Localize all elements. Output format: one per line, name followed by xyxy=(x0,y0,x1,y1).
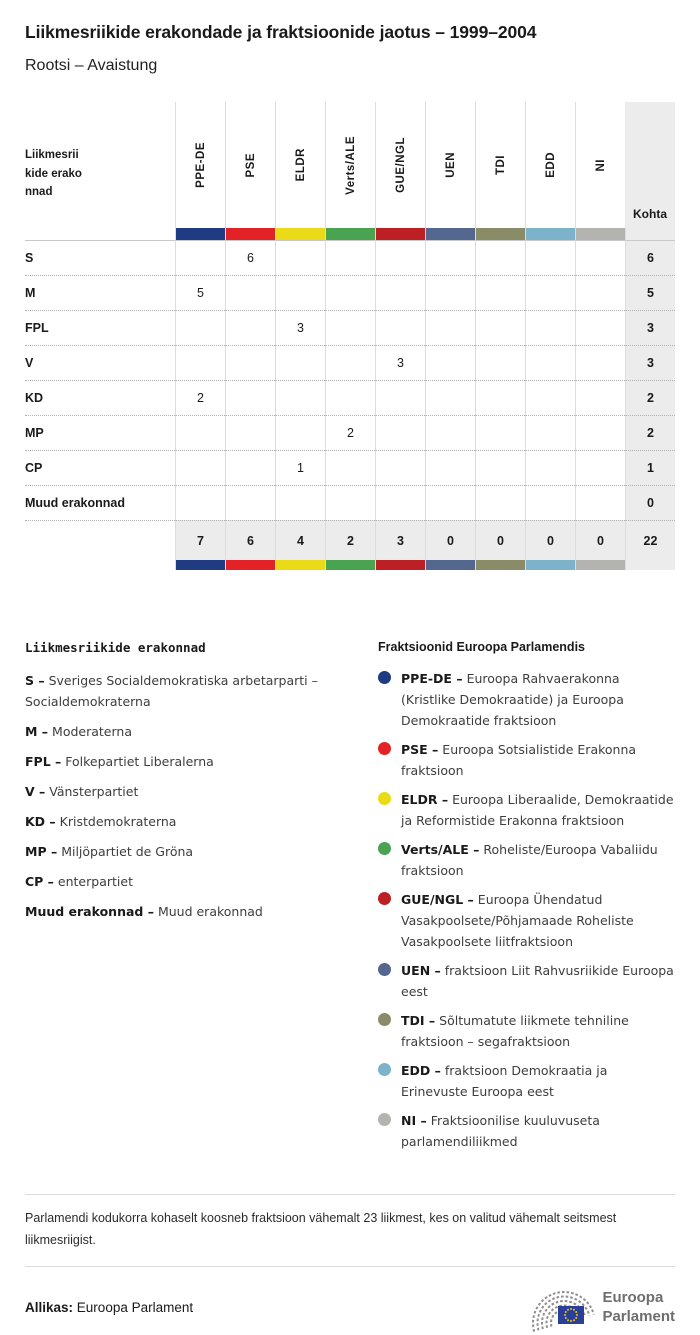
grand-total: 22 xyxy=(625,520,675,560)
column-header-eldr xyxy=(275,102,325,228)
table-cell xyxy=(425,485,475,520)
row-total: 1 xyxy=(625,450,675,485)
row-label: V xyxy=(25,345,175,380)
color-bar-spacer xyxy=(25,228,175,240)
color-bar xyxy=(426,228,475,240)
table-cell xyxy=(175,240,225,275)
group-color-dot xyxy=(378,1013,391,1026)
table-cell xyxy=(475,345,525,380)
legend-parties xyxy=(25,640,363,1160)
color-bar xyxy=(576,560,625,570)
column-total: 7 xyxy=(175,520,225,560)
row-label: S xyxy=(25,240,175,275)
table-cell xyxy=(575,345,625,380)
table-cell xyxy=(225,345,275,380)
legend-item: CP – enterpartiet xyxy=(25,874,133,889)
table-cell xyxy=(575,415,625,450)
legend-groups xyxy=(378,640,675,1160)
kohta-label: Kohta xyxy=(633,207,667,221)
legend-item: EDD – fraktsioon Demokraatia ja Erinevuste Euroopa eest xyxy=(378,1060,675,1102)
table-cell xyxy=(325,485,375,520)
table-cell xyxy=(575,485,625,520)
table-cell xyxy=(425,240,475,275)
table-cell xyxy=(225,415,275,450)
group-color-dot xyxy=(378,892,391,905)
table-cell xyxy=(325,240,375,275)
table-cell xyxy=(375,415,425,450)
row-label: FPL xyxy=(25,310,175,345)
source-text xyxy=(25,1300,193,1315)
legend-item: V – Vänsterpartiet xyxy=(25,784,139,799)
column-header-verts-ale xyxy=(325,102,375,228)
table-cell xyxy=(425,380,475,415)
color-bar xyxy=(226,228,275,240)
column-total: 3 xyxy=(375,520,425,560)
table-cell xyxy=(175,310,225,345)
row-label: Muud erakonnad xyxy=(25,485,175,520)
row-label: M xyxy=(25,275,175,310)
color-bar-ppe-de xyxy=(175,228,225,240)
table-cell xyxy=(475,240,525,275)
color-bar xyxy=(326,228,375,240)
color-bar xyxy=(526,228,575,240)
table-cell xyxy=(425,310,475,345)
color-bar xyxy=(276,228,325,240)
distribution-table xyxy=(25,102,675,570)
legend-item: TDI – Sõltumatute liikmete tehniline fraktsioon – segafraktsioon xyxy=(378,1010,675,1052)
color-bar-kohta-spacer xyxy=(625,560,675,570)
footnote-section xyxy=(25,1194,675,1267)
color-bar xyxy=(376,560,425,570)
eu-flag-icon xyxy=(558,1306,584,1324)
color-bar-ppe-de xyxy=(175,560,225,570)
legend-item: Muud erakonnad – Muud erakonnad xyxy=(25,904,263,919)
table-cell xyxy=(525,240,575,275)
column-total: 4 xyxy=(275,520,325,560)
row-label: KD xyxy=(25,380,175,415)
column-total: 6 xyxy=(225,520,275,560)
page-title: Liikmesriikide erakondade ja fraktsioonide jaotus – 1999–2004 xyxy=(25,22,537,42)
column-header-label: PPE-DE xyxy=(194,142,207,188)
row-total: 3 xyxy=(625,310,675,345)
row-label: MP xyxy=(25,415,175,450)
table-cell xyxy=(275,415,325,450)
table-cell xyxy=(425,345,475,380)
table-cell xyxy=(225,450,275,485)
table-cell xyxy=(375,485,425,520)
table-cell xyxy=(175,485,225,520)
table-cell xyxy=(475,485,525,520)
row-label: CP xyxy=(25,450,175,485)
table-cell xyxy=(225,310,275,345)
table-cell xyxy=(525,275,575,310)
row-total: 5 xyxy=(625,275,675,310)
column-header-label: Verts/ALE xyxy=(344,135,357,195)
color-bar xyxy=(476,228,525,240)
table-cell xyxy=(325,345,375,380)
table-cell xyxy=(475,450,525,485)
legend-section xyxy=(25,640,675,1160)
color-bar-edd xyxy=(525,560,575,570)
table-cell: 5 xyxy=(175,275,225,310)
legend-item: UEN – fraktsioon Liit Rahvusriikide Euroopa eest xyxy=(378,960,675,1002)
column-header-label: EDD xyxy=(544,152,557,178)
column-header-ppe-de xyxy=(175,102,225,228)
table-cell: 2 xyxy=(175,380,225,415)
table-cell: 2 xyxy=(325,415,375,450)
color-bar-verts-ale xyxy=(325,560,375,570)
group-color-dot xyxy=(378,963,391,976)
color-bar-gue-ngl xyxy=(375,560,425,570)
table-cell xyxy=(575,240,625,275)
legend-item: ELDR – Euroopa Liberaalide, Demokraatide ja Reformistide Erakonna fraktsioon xyxy=(378,789,675,831)
column-header-label: NI xyxy=(594,158,607,172)
page-subtitle: Rootsi – Avaistung xyxy=(25,57,158,74)
totals-row-spacer xyxy=(25,520,175,555)
row-total: 0 xyxy=(625,485,675,520)
table-cell xyxy=(475,310,525,345)
color-bar xyxy=(326,560,375,570)
table-cell xyxy=(375,240,425,275)
table-cell: 3 xyxy=(375,345,425,380)
table-corner-label: Liikmesriikide erakonnad xyxy=(25,149,82,198)
table-cell xyxy=(525,310,575,345)
legend-item: GUE/NGL – Euroopa Ühendatud Vasakpoolsete/Põhjamaade Roheliste Vasakpoolsete liitfraktsioon xyxy=(378,889,675,952)
row-total: 3 xyxy=(625,345,675,380)
column-header-label: ELDR xyxy=(294,148,307,182)
color-bar-uen xyxy=(425,560,475,570)
group-color-dot xyxy=(378,1063,391,1076)
color-bar xyxy=(526,560,575,570)
color-bar xyxy=(176,560,225,570)
source-label: Allikas: xyxy=(25,1299,74,1315)
color-bar-eldr xyxy=(275,228,325,240)
legend-item: Verts/ALE – Roheliste/Euroopa Vabaliidu fraktsioon xyxy=(378,839,675,881)
table-cell xyxy=(575,310,625,345)
color-bar xyxy=(226,560,275,570)
table-cell xyxy=(325,275,375,310)
group-color-dot xyxy=(378,742,391,755)
table-cell: 1 xyxy=(275,450,325,485)
table-cell xyxy=(225,380,275,415)
column-header-ni xyxy=(575,102,625,228)
color-bar-verts-ale xyxy=(325,228,375,240)
group-color-dot xyxy=(378,1113,391,1126)
table-cell xyxy=(425,275,475,310)
row-total: 6 xyxy=(625,240,675,275)
legend-item: MP – Miljöpartiet de Gröna xyxy=(25,844,194,859)
color-bar-spacer xyxy=(25,560,175,570)
table-cell xyxy=(325,380,375,415)
table-cell xyxy=(575,380,625,415)
color-bar-gue-ngl xyxy=(375,228,425,240)
table-cell xyxy=(375,450,425,485)
column-header-label: GUE/NGL xyxy=(394,137,407,193)
table-cell xyxy=(425,450,475,485)
eu-parliament-logo xyxy=(532,1279,675,1335)
table-cell xyxy=(525,415,575,450)
color-bar xyxy=(476,560,525,570)
color-bar xyxy=(376,228,425,240)
column-header-label: PSE xyxy=(244,152,257,178)
column-total: 0 xyxy=(575,520,625,560)
hemicycle-icon xyxy=(532,1279,596,1335)
legend-parties-heading: Liikmesriikide erakonnad xyxy=(25,640,206,655)
logo-text: Euroopa Parlament xyxy=(602,1289,675,1325)
color-bar-ni xyxy=(575,560,625,570)
legend-groups-heading: Fraktsioonid Euroopa Parlamendis xyxy=(378,640,585,654)
table-cell xyxy=(375,275,425,310)
table-cell xyxy=(525,380,575,415)
footnote-text: Parlamendi kodukorra kohaselt koosneb fraktsioon vähemalt 23 liikmest, kes on valitud vähemalt seitsmest liikmesriigist. xyxy=(25,1211,617,1247)
legend-item: NI – Fraktsioonilise kuuluvuseta parlamendiliikmed xyxy=(378,1110,675,1152)
column-total: 0 xyxy=(475,520,525,560)
table-cell xyxy=(225,275,275,310)
legend-item: PPE-DE – Euroopa Rahvaerakonna (Kristlike Demokraatide) ja Euroopa Demokraatide fraktsioon xyxy=(378,668,675,731)
table-cell xyxy=(175,450,225,485)
column-header-pse xyxy=(225,102,275,228)
color-bar-pse xyxy=(225,228,275,240)
table-cell xyxy=(175,415,225,450)
table-cell xyxy=(375,310,425,345)
legend-item: M – Moderaterna xyxy=(25,724,132,739)
color-bar xyxy=(426,560,475,570)
color-bar xyxy=(276,560,325,570)
table-cell xyxy=(525,450,575,485)
table-cell: 3 xyxy=(275,310,325,345)
color-bar-eldr xyxy=(275,560,325,570)
table-cell xyxy=(325,310,375,345)
color-bar xyxy=(176,228,225,240)
group-color-dot xyxy=(378,671,391,684)
column-header-label: UEN xyxy=(444,152,457,178)
table-cell: 6 xyxy=(225,240,275,275)
column-header-uen xyxy=(425,102,475,228)
column-header-gue-ngl xyxy=(375,102,425,228)
legend-item: S – Sveriges Socialdemokratiska arbetarparti – Socialdemokraterna xyxy=(25,673,318,709)
row-total: 2 xyxy=(625,415,675,450)
table-cell xyxy=(275,240,325,275)
table-cell xyxy=(475,415,525,450)
color-bar-tdi xyxy=(475,228,525,240)
table-cell xyxy=(525,345,575,380)
table-cell xyxy=(475,275,525,310)
table-cell xyxy=(475,380,525,415)
table-cell xyxy=(275,275,325,310)
column-total: 0 xyxy=(425,520,475,560)
color-bar-kohta-spacer xyxy=(625,228,675,240)
table-cell xyxy=(525,485,575,520)
table-cell xyxy=(575,450,625,485)
legend-item: KD – Kristdemokraterna xyxy=(25,814,177,829)
color-bar-edd xyxy=(525,228,575,240)
column-header-edd xyxy=(525,102,575,228)
table-cell xyxy=(175,345,225,380)
table-cell xyxy=(375,380,425,415)
color-bar-tdi xyxy=(475,560,525,570)
color-bar-uen xyxy=(425,228,475,240)
legend-item: PSE – Euroopa Sotsialistide Erakonna fraktsioon xyxy=(378,739,675,781)
column-header-tdi xyxy=(475,102,525,228)
table-cell xyxy=(325,450,375,485)
table-cell xyxy=(275,380,325,415)
table-cell xyxy=(225,485,275,520)
source-row xyxy=(25,1267,675,1335)
row-total: 2 xyxy=(625,380,675,415)
color-bar-ni xyxy=(575,228,625,240)
group-color-dot xyxy=(378,792,391,805)
color-bar xyxy=(576,228,625,240)
table-cell xyxy=(425,415,475,450)
group-color-dot xyxy=(378,842,391,855)
table-cell xyxy=(275,345,325,380)
column-total: 0 xyxy=(525,520,575,560)
source-value: Euroopa Parlament xyxy=(76,1299,194,1315)
color-bar-pse xyxy=(225,560,275,570)
column-total: 2 xyxy=(325,520,375,560)
legend-item: FPL – Folkepartiet Liberalerna xyxy=(25,754,214,769)
table-cell xyxy=(575,275,625,310)
table-cell xyxy=(275,485,325,520)
column-header-label: TDI xyxy=(494,154,507,176)
column-header-kohta xyxy=(625,102,675,228)
